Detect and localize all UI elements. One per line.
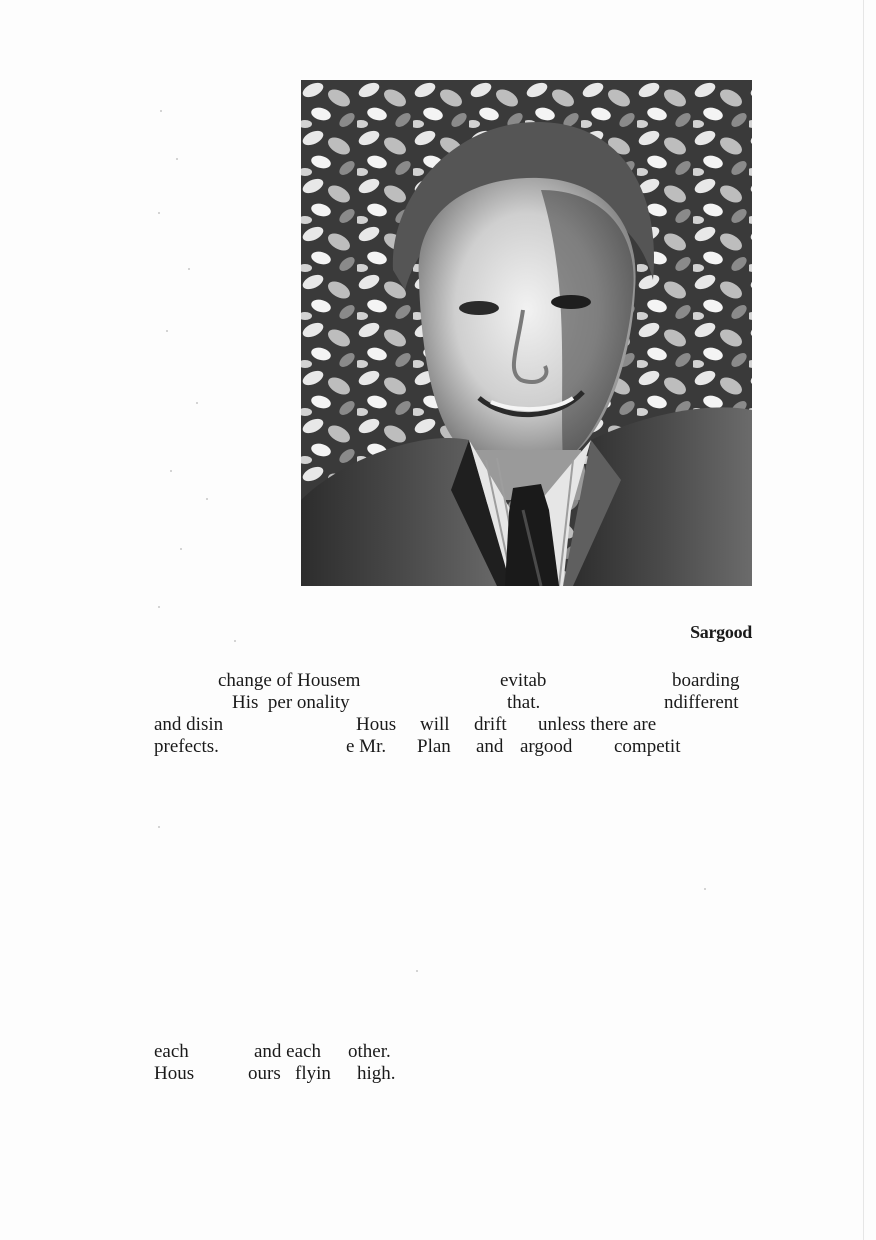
- body-text: that.: [507, 692, 541, 713]
- body-text: and disin: [154, 714, 224, 735]
- scan-speck: [704, 888, 706, 890]
- body-text: will: [420, 714, 450, 735]
- body-text: and each: [254, 1041, 321, 1062]
- body-text: each: [154, 1041, 189, 1062]
- body-text: drift: [474, 714, 507, 735]
- scan-speck: [170, 470, 172, 472]
- body-text: flyin: [295, 1063, 331, 1084]
- page-edge-line: [863, 0, 864, 1240]
- body-text: Hous: [356, 714, 397, 735]
- body-text: Plan: [417, 736, 451, 757]
- scan-speck: [188, 268, 190, 270]
- body-text: e Mr.: [346, 736, 387, 757]
- scan-speck: [160, 110, 162, 112]
- body-text: unless there are: [538, 714, 657, 735]
- scan-speck: [176, 158, 178, 160]
- body-text: evitab: [500, 670, 547, 691]
- body-text: and: [476, 736, 504, 757]
- scan-speck: [206, 498, 208, 500]
- body-text: high.: [357, 1063, 396, 1084]
- scan-speck: [158, 606, 160, 608]
- body-text: argood: [520, 736, 573, 757]
- body-text: competit: [614, 736, 681, 757]
- body-text: His per onality: [232, 692, 350, 713]
- body-text: prefects.: [154, 736, 219, 757]
- photo-caption: Sargood: [690, 622, 752, 642]
- scan-speck: [166, 330, 168, 332]
- body-text: ndifferent: [664, 692, 739, 713]
- scan-speck: [180, 548, 182, 550]
- body-text: other.: [348, 1041, 391, 1062]
- scan-speck: [158, 212, 160, 214]
- body-text: boarding: [672, 670, 740, 691]
- scan-speck: [158, 826, 160, 828]
- scan-speck: [196, 402, 198, 404]
- body-text: Hous: [154, 1063, 195, 1084]
- body-text: ours: [248, 1063, 281, 1084]
- scan-speck: [416, 970, 418, 972]
- body-text: change of Housem: [218, 670, 361, 691]
- scan-speck: [234, 640, 236, 642]
- portrait-photograph: [301, 80, 752, 586]
